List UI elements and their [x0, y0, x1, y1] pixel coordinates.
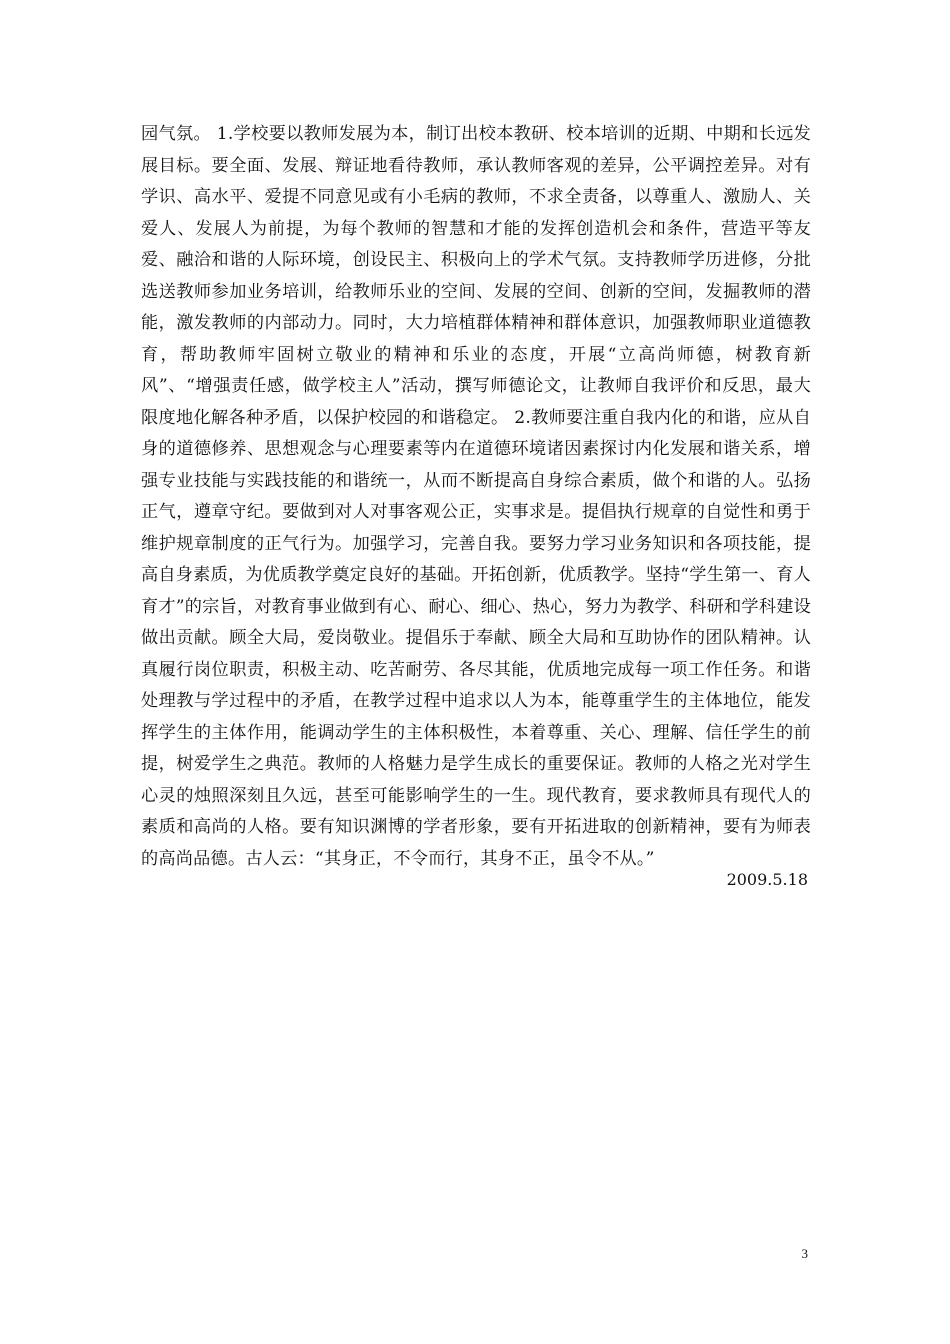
body-paragraph: 园气氛。 1.学校要以教师发展为本，制订出校本教研、校本培训的近期、中期和长远发展目标。要全面、发展、辩证地看待教师，承认教师客观的差异，公平调控差异。对有学识、高水平、爱提不同意见或有小毛病的教师，不求全责备，以尊重人、激励人、关爱人、发展人为前提，为每个教师的智慧和才能的发挥创造机会和条件，营造平等友爱、融洽和谐的人际环境，创设民主、积极向上的学术气氛。支持教师学历进修，分批选送教师参加业务培训，给教师乐业的空间、发展的空间、创新的空间，发掘教师的潜能，激发教师的内部动力。同时，大力培植群体精神和群体意识，加强教师职业道德教育，帮助教师牢固树立敬业的精神和乐业的态度，开展“立高尚师德，树教育新风”、“增强责任感，做学校主人”活动，撰写师德论文，让教师自我评价和反思，最大限度地化解各种矛盾，以保护校园的和谐稳定。 2.教师要注重自我内化的和谐，应从自身的道德修养、思想观念与心理要素等内在道德环境诸因素探讨内化发展和谐关系，增强专业技能与实践技能的和谐统一，从而不断提高自身综合素质，做个和谐的人。弘扬正气，遵章守纪。要做到对人对事客观公正，实事求是。提倡执行规章的自觉性和勇于维护规章制度的正气行为。加强学习，完善自我。要努力学习业务知识和各项技能，提高自身素质，为优质教学奠定良好的基础。开拓创新，优质教学。坚持“学生第一、育人育才”的宗旨，对教育事业做到有心、耐心、细心、热心，努力为教学、科研和学科建设做出贡献。顾全大局，爱岗敬业。提倡乐于奉献、顾全大局和互助协作的团队精神。认真履行岗位职责，积极主动、吃苦耐劳、各尽其能，优质地完成每一项工作任务。和谐处理教与学过程中的矛盾，在教学过程中追求以人为本，能尊重学生的主体地位，能发挥学生的主体作用，能调动学生的主体积极性，本着尊重、关心、理解、信任学生的前提，树爱学生之典范。教师的人格魅力是学生成长的重要保证。教师的人格之光对学生心灵的烛照深刻且久远，甚至可能影响学生的一生。现代教育，要求教师具有现代人的素质和高尚的人格。要有知识渊博的学者形象，要有开拓进取的创新精神，要有为师表的高尚品德。古人云：“其身正，不令而行，其身不正，虽令不从。” [141, 124, 811, 869]
page-number: 3 [801, 1246, 808, 1261]
document-date: 2009.5.18 [726, 870, 808, 889]
